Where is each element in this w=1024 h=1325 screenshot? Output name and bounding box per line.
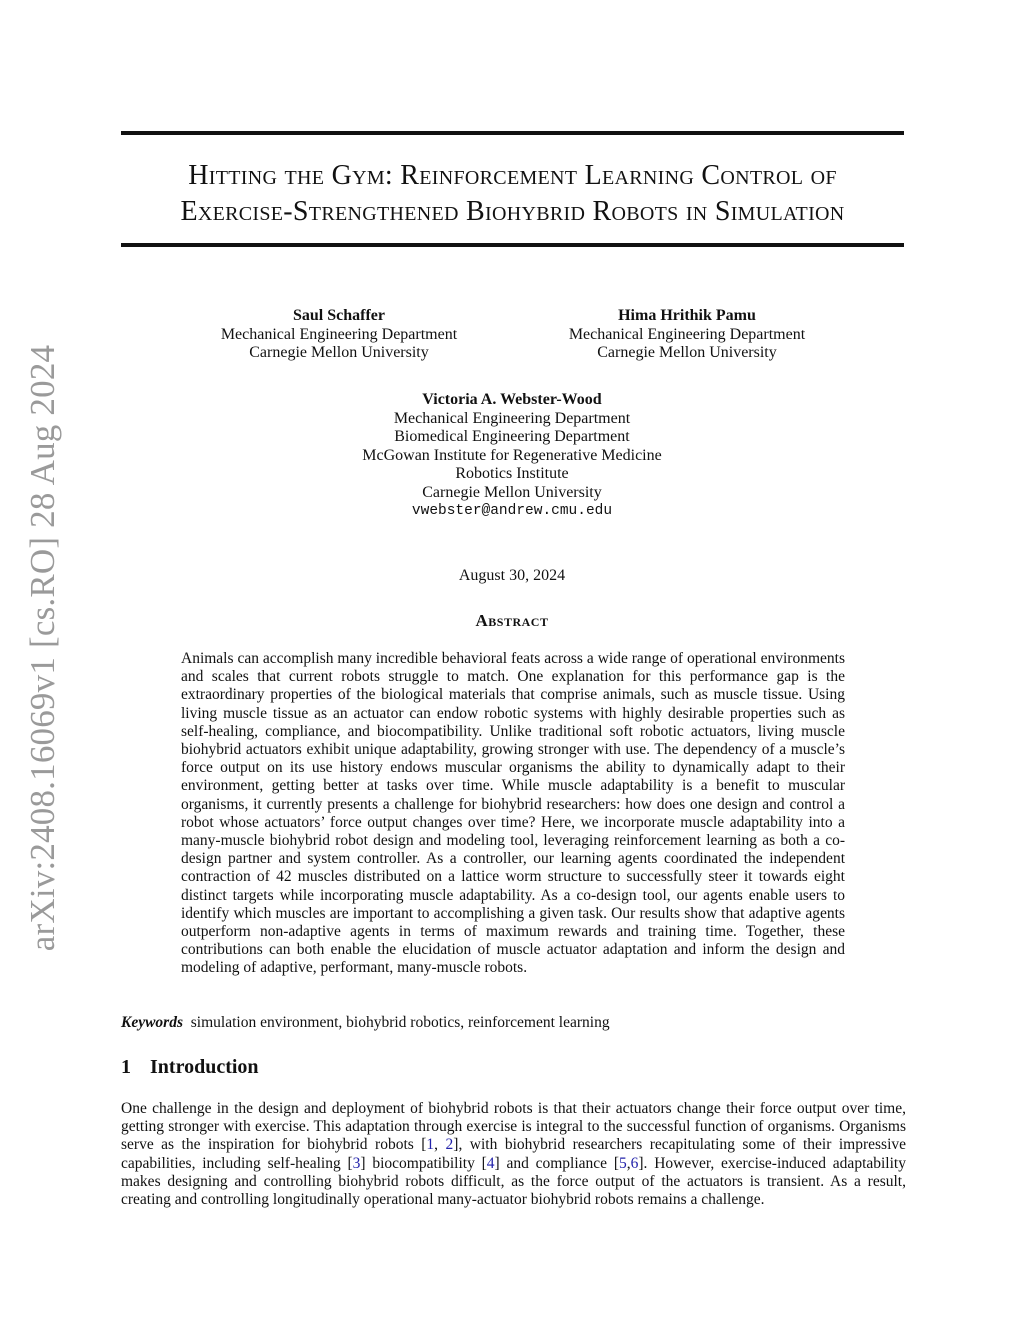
author-affiliation: Carnegie Mellon University bbox=[597, 344, 777, 361]
section-number: 1 bbox=[121, 1056, 131, 1078]
title-bottom-rule bbox=[121, 243, 904, 247]
section-heading bbox=[121, 1056, 259, 1079]
arxiv-identifier-text: arXiv:2408.16069v1 [cs.RO] 28 Aug 2024 bbox=[23, 344, 63, 951]
author-block-2 bbox=[548, 307, 826, 363]
citation-link[interactable]: 1 bbox=[426, 1136, 435, 1154]
author-affiliation: Mechanical Engineering Department bbox=[568, 325, 806, 343]
intro-text: ] and compliance [ bbox=[494, 1154, 619, 1172]
abstract-body: Animals can accomplish many incredible behavioral feats across a wide range of operational environments and scales that current robots struggle to match. One explanation for this performance gap is the extraordinary properties of the biological materials that comprise animals, such as muscle tissue. Using living muscle tissue as an actuator can endow robotic systems with highly desirable properties such as self-healing, compliance, and biocompatibility. Unlike traditional soft robotic actuators, living muscle biohybrid actuators exhibit unique adaptability, growing stronger with use. The dependency of a muscle’s force output on its use history endows muscular organisms the ability to dynamically adapt to their environment, getting better at tasks over time. While muscle adaptability is a benefit to muscular organisms, it currently presents a challenge for biohybrid researchers: how does one design and control a robot whose actuators’ force output changes over time? Here, we incorporate muscle adaptability into a many-muscle biohybrid robot design and modeling tool, leveraging reinforcement learning as both a co-design partner and system controller. As a controller, our learning agents coordinated the independent contraction of 42 muscles distributed on a lattice worm structure to successfully steer it towards eight distinct targets while incorporating muscle adaptability. As a co-design tool, our agents enable users to identify which muscles are important to accomplishing a given task. Our results show that adaptive agents outperform non-adaptive agents in terms of maximum rewards and training time. Together, these contributions can both enable the elucidation of muscle actuator adaptation and inform the design and modeling of adaptive, performant, many-muscle robots. bbox=[181, 650, 845, 977]
author-name: Victoria A. Webster-Wood bbox=[422, 391, 602, 408]
intro-text: ] biocompatibility [ bbox=[360, 1154, 487, 1172]
intro-text: , bbox=[434, 1136, 446, 1154]
author-affiliation: Mechanical Engineering Department bbox=[220, 325, 458, 343]
citation-link[interactable]: 2 bbox=[445, 1136, 454, 1154]
author-block-3 bbox=[312, 391, 712, 521]
author-affiliation: Robotics Institute bbox=[455, 465, 569, 482]
intro-text: One challenge in the design and deployment of biohybrid robots is that their actuators change their force output over time, getting stronger with exercise. This adaptation through exercise is integral to the successful function of organisms. Organisms serve as the inspiration for biohybrid robots [ bbox=[121, 1100, 906, 1154]
author-affiliation: McGowan Institute for Regenerative Medicine bbox=[362, 446, 662, 464]
title-line-2: Exercise-Strengthened Biohybrid Robots in Simulation bbox=[180, 196, 845, 227]
intro-text: ]. However, exercise-induced adaptability makes designing and controlling biohybrid robots difficult, as the force output of the actuators is transient. As a result, creating and controlling longitudinally operational many-actuator biohybrid robots remains a challenge. bbox=[121, 1154, 906, 1209]
keywords-text: simulation environment, biohybrid robotics, reinforcement learning bbox=[190, 1014, 610, 1031]
author-affiliation: Carnegie Mellon University bbox=[422, 483, 602, 501]
title-top-rule bbox=[121, 131, 904, 135]
intro-paragraph bbox=[121, 1100, 906, 1209]
citation-link[interactable]: 3 bbox=[352, 1154, 361, 1172]
author-name: Hima Hrithik Pamu bbox=[618, 307, 756, 324]
author-affiliation: Mechanical Engineering Department bbox=[393, 409, 631, 427]
author-affiliation: Biomedical Engineering Department bbox=[394, 428, 630, 445]
keywords-line bbox=[121, 1014, 904, 1032]
author-email[interactable]: vwebster@andrew.cmu.edu bbox=[411, 503, 613, 519]
author-name: Saul Schaffer bbox=[293, 307, 385, 324]
title-line-1: Hitting the Gym: Reinforcement Learning Control of bbox=[188, 160, 837, 191]
keywords-label: Keywords bbox=[121, 1014, 183, 1031]
citation-link[interactable]: 6 bbox=[630, 1154, 639, 1172]
abstract-heading: Abstract bbox=[475, 611, 549, 630]
section-title: Introduction bbox=[150, 1056, 259, 1078]
paper-title bbox=[121, 158, 904, 230]
author-affiliation: Carnegie Mellon University bbox=[249, 344, 429, 361]
citation-link[interactable]: 5 bbox=[619, 1154, 627, 1172]
arxiv-identifier-sidebar bbox=[20, 344, 66, 951]
author-block-1 bbox=[200, 307, 478, 363]
intro-text: , bbox=[626, 1154, 631, 1172]
paper-date: August 30, 2024 bbox=[458, 567, 566, 584]
intro-text: ], with biohybrid researchers recapitulating some of their impressive capabilities, including self-healing [ bbox=[121, 1136, 907, 1172]
citation-link[interactable]: 4 bbox=[486, 1154, 495, 1172]
